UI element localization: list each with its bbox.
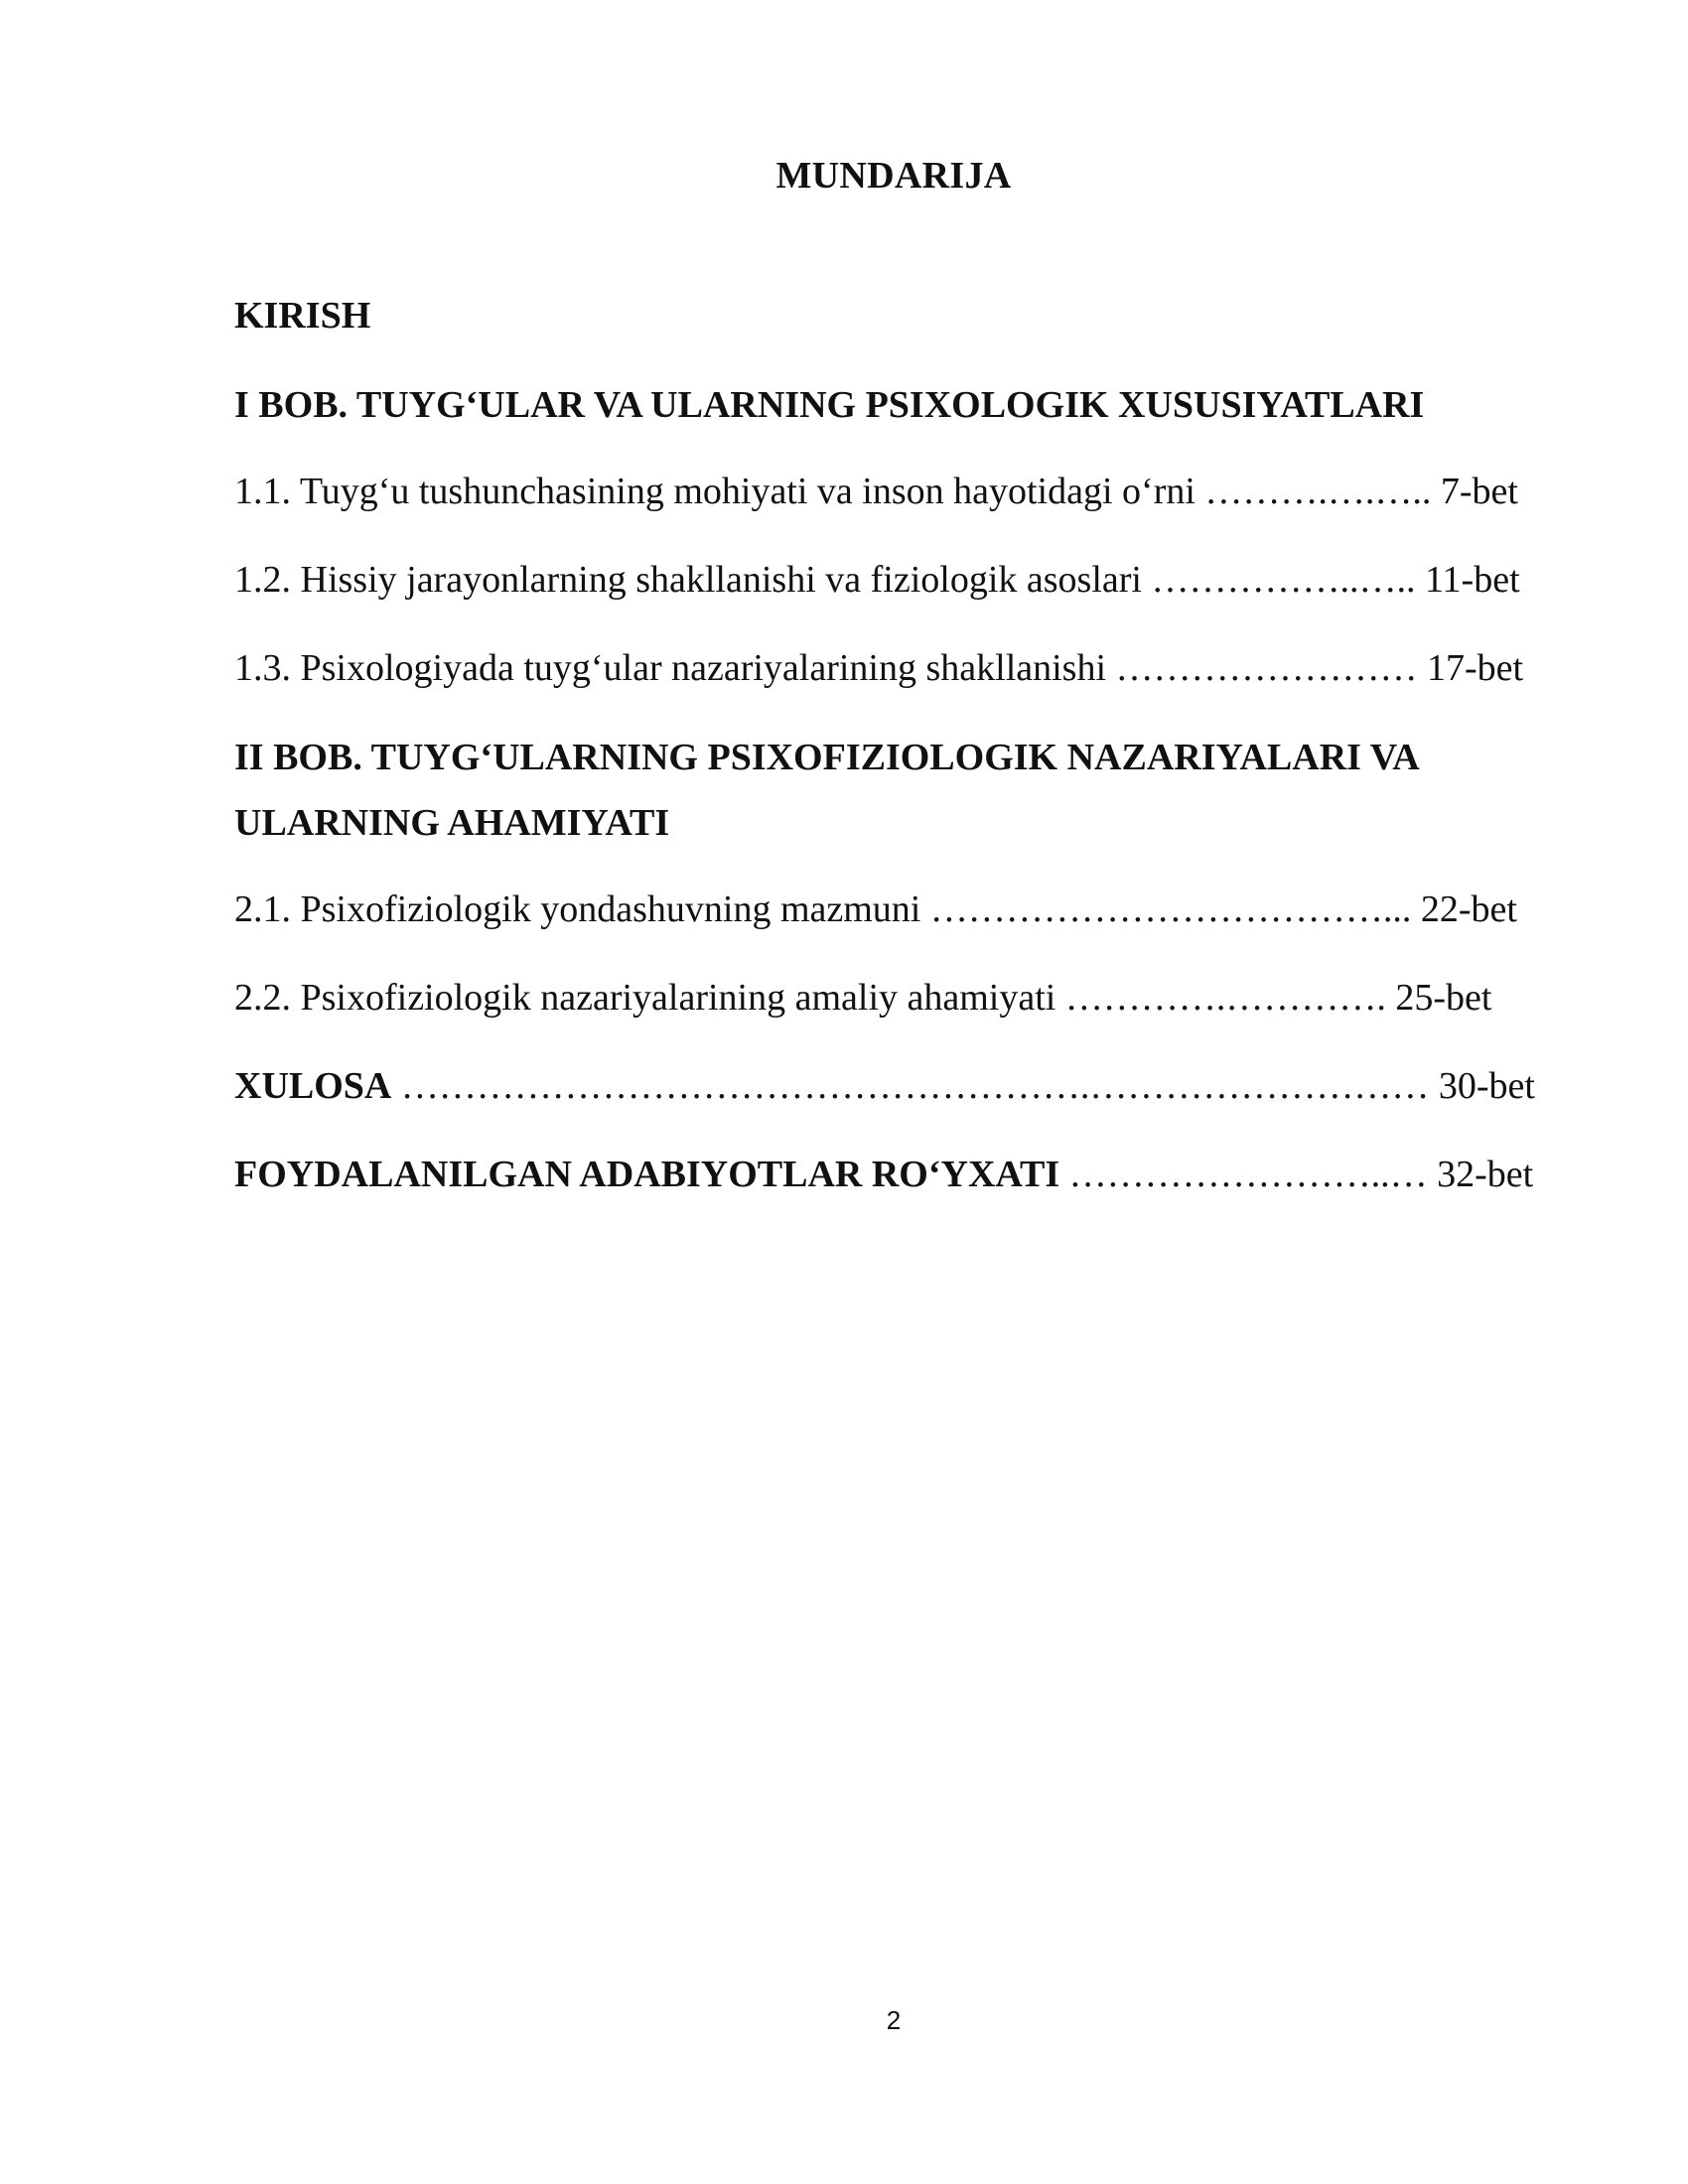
toc-chapter-2-heading-line-1: [234, 735, 1420, 780]
toc-entry-label: 1.3. Psixologiyada tuyg‘ular nazariyalarining shakllanishi: [234, 647, 1107, 689]
toc-entry-label: 2.2. Psixofiziologik nazariyalarining amaliy ahamiyati: [234, 977, 1056, 1019]
toc-page-ref: 22-bet: [1420, 888, 1517, 930]
toc-chapter-label: I BOB. TUYG‘ULAR VA ULARNING PSIXOLOGIK XUSUSIYATLARI: [234, 384, 1425, 426]
toc-page-ref: 30-bet: [1438, 1065, 1535, 1107]
toc-entry-1-1: [234, 469, 1518, 514]
toc-entry-xulosa: [234, 1063, 1535, 1109]
toc-chapter-1-heading: [234, 382, 1424, 428]
toc-entry-label: XULOSA: [234, 1065, 392, 1107]
toc-entry-label: 1.2. Hissiy jarayonlarning shakllanishi va fiziologik asoslari: [234, 559, 1142, 601]
page-number: 2: [886, 2005, 902, 2035]
toc-dot-leader: ………….………….: [1064, 977, 1396, 1019]
toc-page-ref: 7-bet: [1440, 471, 1518, 512]
page-title: MUNDARIJA: [775, 155, 1012, 197]
toc-page-ref: 11-bet: [1424, 559, 1520, 601]
toc-dot-leader: ……….….…..: [1204, 471, 1441, 512]
toc-page-ref: 17-bet: [1427, 647, 1524, 689]
toc-entry-label: 2.1. Psixofiziologik yondashuvning mazmuni: [234, 888, 921, 930]
toc-page-ref: 25-bet: [1395, 977, 1492, 1019]
toc-dot-leader: ……………..…..: [1151, 559, 1425, 601]
toc-chapter-2-heading-line-2: [234, 800, 669, 846]
toc-entry-label: FOYDALANILGAN ADABIYOTLAR RO‘YXATI: [234, 1154, 1060, 1195]
toc-dot-leader: ……………………: [1115, 647, 1428, 689]
toc-entry-kirish: [234, 293, 370, 339]
toc-entry-1-2: [234, 557, 1520, 603]
toc-entry-2-2: [234, 975, 1491, 1021]
toc-dot-leader: ……………………..…: [1068, 1154, 1438, 1195]
toc-page-ref: 32-bet: [1437, 1154, 1534, 1195]
toc-dot-leader: ………………………………...: [929, 888, 1421, 930]
toc-dot-leader: ……………………………………………….………………………: [400, 1065, 1439, 1107]
toc-chapter-label: II BOB. TUYG‘ULARNING PSIXOFIZIOLOGIK NAZARIYALARI VA: [234, 737, 1420, 778]
toc-chapter-label: ULARNING AHAMIYATI: [234, 802, 670, 844]
toc-entry-1-3: [234, 645, 1523, 691]
toc-entry-label: KIRISH: [234, 295, 371, 337]
toc-entry-label: 1.1. Tuyg‘u tushunchasining mohiyati va inson hayotidagi o‘rni: [234, 471, 1196, 512]
toc-entry-adabiyotlar: [234, 1152, 1533, 1197]
toc-entry-2-1: [234, 887, 1517, 932]
